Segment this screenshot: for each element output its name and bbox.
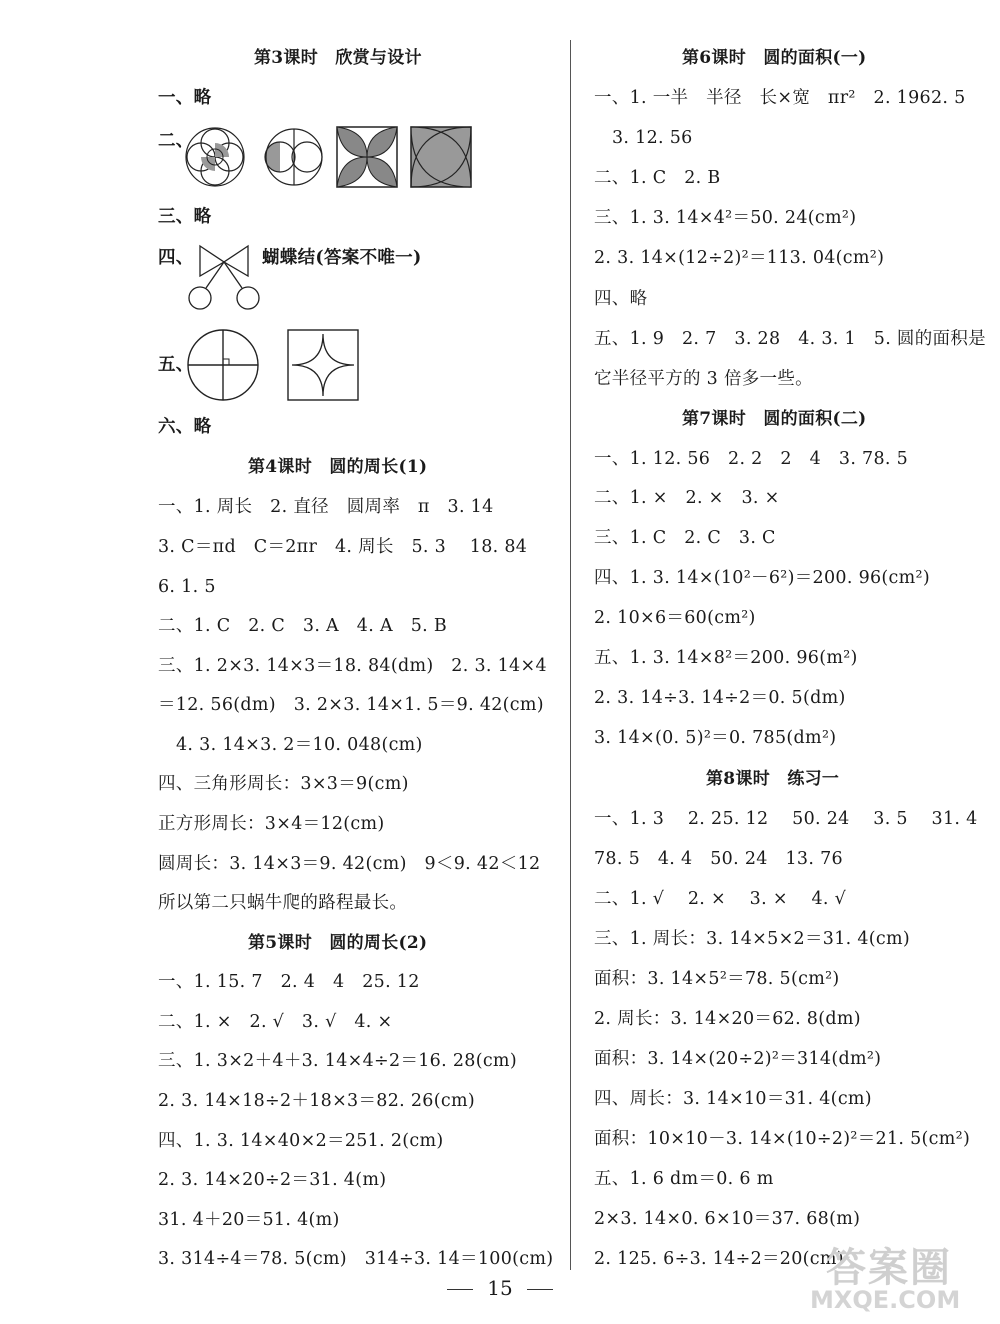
lesson5-line: 四、1. 3. 14×40×2＝251. 2(cm) [158, 1131, 444, 1151]
lesson7-line: 四、1. 3. 14×(10²－6²)＝200. 96(cm²) [594, 568, 930, 588]
lesson8-line: 2. 周长：3. 14×20＝62. 8(dm) [594, 1009, 861, 1029]
lesson6-line: 二、1. C 2. B [594, 168, 721, 188]
lesson8-title: 第8课时 练习一 [706, 769, 840, 789]
lesson8-line: 二、1. √ 2. × 3. × 4. √ [594, 889, 847, 909]
footer-dash [527, 1289, 553, 1290]
lesson6-line: 一、1. 一半 半径 长×宽 πr² 2. 1962. 5 [594, 88, 966, 108]
arc-square-figure [410, 126, 472, 188]
petal-square-figure [336, 126, 398, 188]
lesson6-line: 3. 12. 56 [612, 128, 693, 148]
lesson5-line: 一、1. 15. 7 2. 4 4 25. 12 [158, 972, 420, 992]
star-square-figure [286, 328, 360, 402]
lesson6-line: 四、略 [594, 289, 648, 309]
lesson5-line: 二、1. × 2. √ 3. √ 4. × [158, 1012, 393, 1032]
lesson6-title: 第6课时 圆的面积(一) [682, 48, 867, 68]
lesson8-line: 78. 5 4. 4 50. 24 13. 76 [594, 849, 843, 869]
lesson4-line: 二、1. C 2. C 3. A 4. A 5. B [158, 616, 448, 636]
lesson4-line: 三、1. 2×3. 14×3＝18. 84(dm) 2. 3. 14×4 [158, 656, 547, 676]
flower-circles-figure [184, 126, 246, 188]
lesson3-title: 第3课时 欣赏与设计 [254, 48, 422, 68]
lesson7-line: 三、1. C 2. C 3. C [594, 528, 776, 548]
lesson3-q6: 六、略 [158, 417, 212, 437]
lesson4-line: ＝12. 56(dm) 3. 2×3. 14×1. 5＝9. 42(cm) [158, 695, 544, 715]
lesson4-line: 4. 3. 14×3. 2＝10. 048(cm) [176, 735, 423, 755]
lesson8-line: 三、1. 周长：3. 14×5×2＝31. 4(cm) [594, 929, 911, 949]
watermark-text: 答案圈 [826, 1245, 952, 1291]
quartered-circle-figure [186, 328, 260, 402]
lesson4-line: 所以第二只蜗牛爬的路程最长。 [158, 893, 408, 913]
lesson4-line: 6. 1. 5 [158, 577, 216, 597]
lesson6-line: 五、1. 9 2. 7 3. 28 4. 3. 1 5. 圆的面积是 [594, 329, 986, 349]
lesson5-line: 3. 314÷4＝78. 5(cm) 314÷3. 14＝100(cm) [158, 1249, 554, 1269]
lesson3-q1: 一、略 [158, 88, 212, 108]
lesson7-line: 一、1. 12. 56 2. 2 2 4 3. 78. 5 [594, 449, 909, 469]
lesson8-line: 面积：3. 14×(20÷2)²＝314(dm²) [594, 1049, 882, 1069]
lesson5-line: 2. 3. 14×18÷2＋18×3＝82. 26(cm) [158, 1091, 475, 1111]
lesson4-line: 3. C＝πd C＝2πr 4. 周长 5. 3 18. 84 [158, 537, 528, 557]
lesson5-line: 三、1. 3×2＋4＋3. 14×4÷2＝16. 28(cm) [158, 1051, 517, 1071]
lesson8-line: 四、周长：3. 14×10＝31. 4(cm) [594, 1089, 872, 1109]
lesson6-line: 2. 3. 14×(12÷2)²＝113. 04(cm²) [594, 248, 885, 268]
lesson8-line: 2. 125. 6÷3. 14÷2＝20(cm) [594, 1249, 844, 1269]
lesson3-q4-label: 四、 [158, 248, 194, 268]
watermark-url: MXQE.COM [810, 1286, 961, 1314]
lesson3-q3: 三、略 [158, 207, 212, 227]
lesson3-q2-label: 二、 [158, 131, 194, 151]
lesson4-line: 圆周长：3. 14×3＝9. 42(cm) 9＜9. 42＜12 [158, 854, 541, 874]
lesson4-line: 四、三角形周长：3×3＝9(cm) [158, 774, 409, 794]
lesson7-line: 2. 10×6＝60(cm²) [594, 608, 756, 628]
lesson5-line: 31. 4＋20＝51. 4(m) [158, 1210, 340, 1230]
lesson6-line: 它半径平方的 3 倍多一些。 [594, 369, 813, 389]
lesson7-line: 二、1. × 2. × 3. × [594, 488, 780, 508]
lesson4-title: 第4课时 圆的周长(1) [248, 457, 428, 477]
bow-tie-figure [186, 240, 262, 312]
lesson8-line: 一、1. 3 2. 25. 12 50. 24 3. 5 31. 4 [594, 809, 978, 829]
lesson4-line: 正方形周长：3×4＝12(cm) [158, 814, 385, 834]
lesson8-line: 面积：10×10－3. 14×(10÷2)²＝21. 5(cm²) [594, 1129, 971, 1149]
column-divider [570, 40, 571, 1270]
lesson3-q5-label: 五、 [158, 355, 194, 375]
lesson5-line: 2. 3. 14×20÷2＝31. 4(m) [158, 1170, 387, 1190]
lesson4-line: 一、1. 周长 2. 直径 圆周率 π 3. 14 [158, 497, 494, 517]
lesson7-title: 第7课时 圆的面积(二) [682, 409, 867, 429]
lesson6-line: 三、1. 3. 14×4²＝50. 24(cm²) [594, 208, 857, 228]
lesson8-line: 面积：3. 14×5²＝78. 5(cm²) [594, 969, 840, 989]
lesson5-title: 第5课时 圆的周长(2) [248, 933, 428, 953]
overlapping-circles-figure [260, 126, 324, 188]
watermark-logo [796, 1228, 986, 1318]
page-number: 15 [487, 1276, 513, 1300]
lesson8-line: 2×3. 14×0. 6×10＝37. 68(m) [594, 1209, 861, 1229]
lesson3-q4-note: 蝴蝶结(答案不唯一) [262, 248, 422, 268]
lesson8-line: 五、1. 6 dm＝0. 6 m [594, 1169, 774, 1189]
footer-dash [447, 1289, 473, 1290]
lesson7-line: 3. 14×(0. 5)²＝0. 785(dm²) [594, 728, 837, 748]
lesson7-line: 五、1. 3. 14×8²＝200. 96(m²) [594, 648, 858, 668]
lesson7-line: 2. 3. 14÷3. 14÷2＝0. 5(dm) [594, 688, 846, 708]
